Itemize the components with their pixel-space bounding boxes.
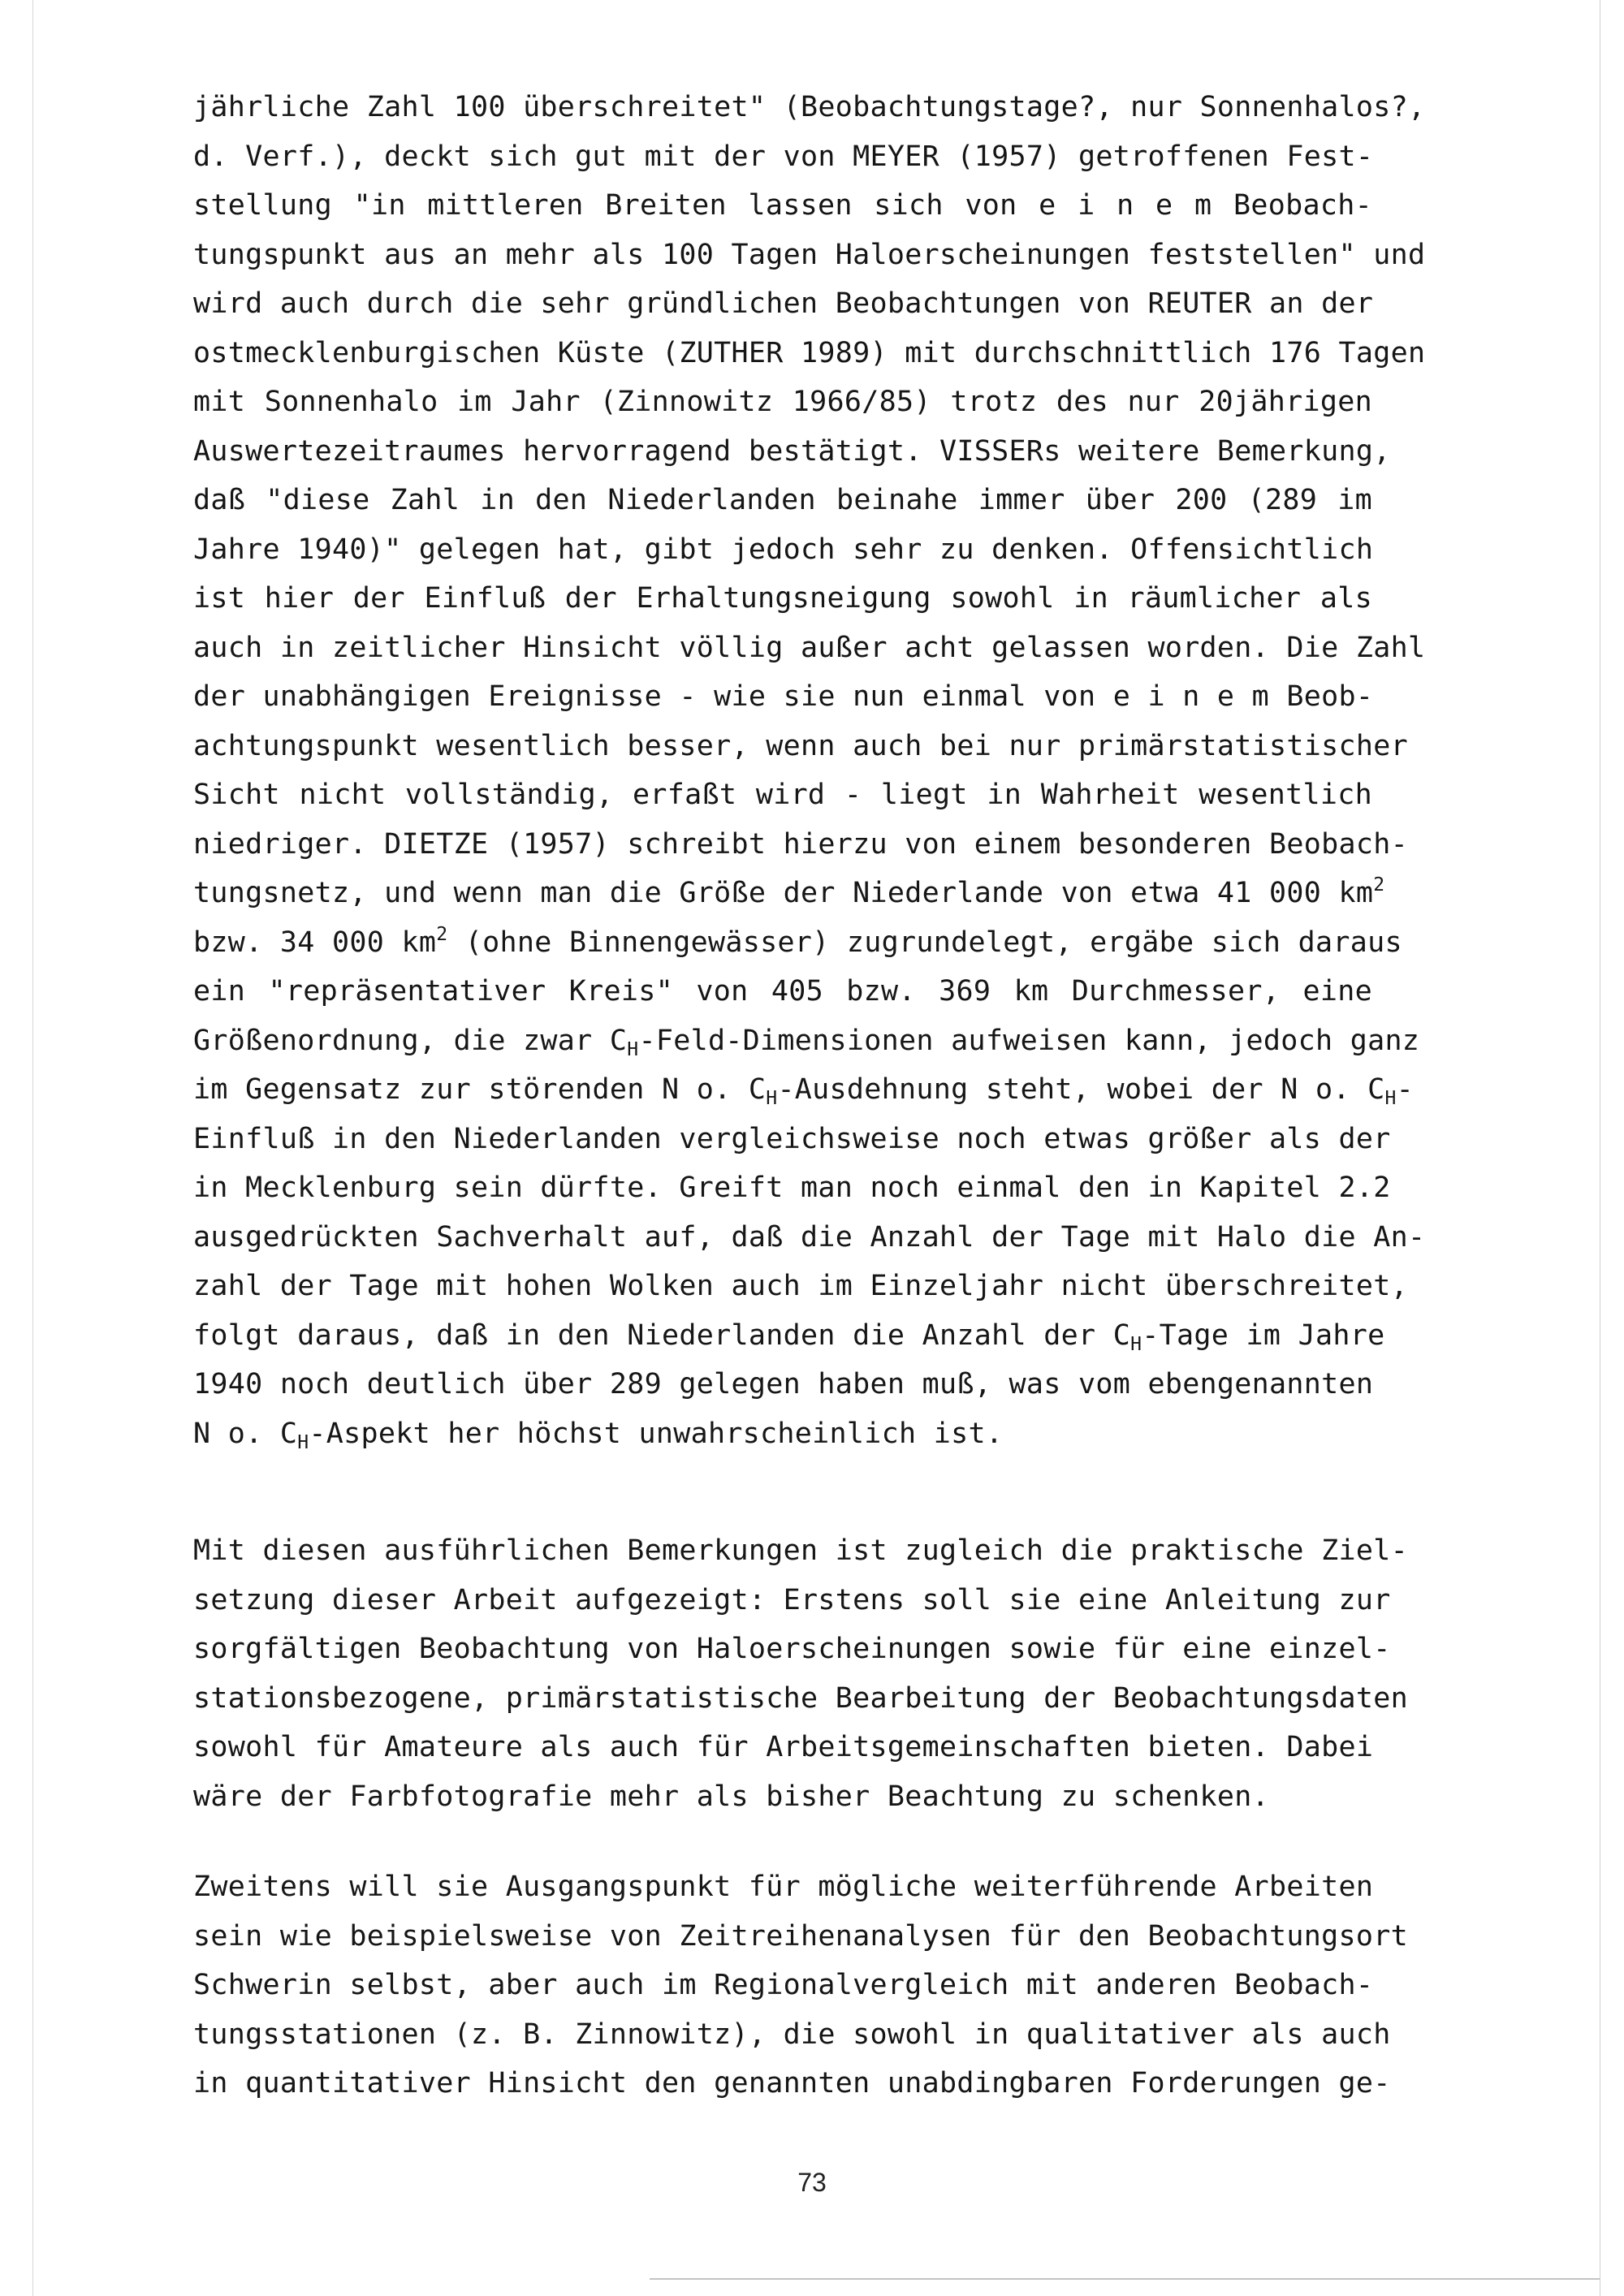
text-segment: ist hier der Einfluß der Erhaltungsneigung sowohl in räumlicher als <box>193 582 1372 615</box>
text-segment: in quantitativer Hinsicht den genannten unabdingbaren Forderungen ge- <box>193 2067 1391 2100</box>
text-line <box>193 820 1409 870</box>
paragraph-2 <box>193 1526 1409 1821</box>
text-segment: Zweitens will sie Ausgangspunkt für mögliche weiterführende Arbeiten <box>193 1871 1374 1903</box>
text-line <box>193 918 1402 968</box>
text-line <box>193 525 1372 575</box>
text-line <box>193 132 1372 182</box>
text-line <box>193 574 1372 624</box>
text-segment: Sicht nicht vollständig, erfaßt wird - liegt in Wahrheit wesentlich <box>193 779 1372 811</box>
text-segment: setzung dieser Arbeit aufgezeigt: Erstens soll sie eine Anleitung zur <box>193 1583 1391 1616</box>
text-segment: sowohl für Amateure als auch für Arbeitsgemeinschaften bieten. Dabei <box>193 1731 1374 1763</box>
scan-edge-left <box>32 0 33 2296</box>
text-line <box>193 1115 1391 1164</box>
text-segment: stationsbezogene, primärstatistische Bearbeitung der Beobachtungsdaten <box>193 1681 1409 1715</box>
text-line <box>193 1862 1372 1912</box>
text-segment: wird auch durch die sehr gründlichen Beobachtungen von REUTER an der <box>193 287 1374 320</box>
text-segment: Jahre 1940)" gelegen hat, gibt jedoch sehr zu denken. Offensichtlich <box>193 533 1374 566</box>
text-line <box>193 672 1372 722</box>
text-segment: d. Verf.), deckt sich gut mit der von MEYER (1957) getroffenen Fest- <box>193 140 1374 173</box>
text-segment: bzw. 34 000 km <box>193 926 437 959</box>
text-segment: Einfluß in den Niederlanden vergleichsweise noch etwas größer als der <box>193 1122 1391 1155</box>
text-segment: achtungspunkt wesentlich besser, wenn auch bei nur primärstatistischer <box>193 729 1409 762</box>
text-segment: tungspunkt aus an mehr als 100 Tagen Haloerscheinungen feststellen" und <box>193 238 1426 271</box>
text-segment: -Tage im Jahre <box>1142 1318 1385 1352</box>
text-segment: N o. C <box>193 1417 298 1450</box>
text-line <box>193 1262 1409 1311</box>
text-segment: 1940 noch deutlich über 289 gelegen haben muß, was vom ebengenannten <box>193 1368 1374 1400</box>
text-segment: niedriger. DIETZE (1957) schreibt hierzu von einem besonderen Beobach- <box>193 827 1409 861</box>
text-line <box>193 329 1426 378</box>
text-segment: Schwerin selbst, aber auch im Regionalvergleich mit anderen Beobach- <box>193 1969 1374 2001</box>
text-segment: stellung "in mittleren Breiten lassen sich von e i n e m Beobach- <box>193 189 1372 222</box>
text-segment: ausgedrückten Sachverhalt auf, daß die Anzahl der Tage mit Halo die An- <box>193 1220 1426 1254</box>
text-line <box>193 722 1409 771</box>
text-line <box>193 1409 1372 1459</box>
text-line <box>193 476 1372 525</box>
text-segment: sorgfältigen Beobachtung von Haloerscheinungen sowie für eine einzel- <box>193 1633 1391 1665</box>
text-line <box>193 1163 1391 1213</box>
text-segment: -Aspekt her höchst unwahrscheinlich ist. <box>309 1417 1004 1450</box>
text-line <box>193 869 1385 918</box>
paragraph-1 <box>193 83 1426 1458</box>
text-segment: jährliche Zahl 100 überschreitet" (Beobachtungstage?, nur Sonnenhalos?, <box>193 91 1426 123</box>
text-line <box>193 279 1372 329</box>
text-segment: in Mecklenburg sein dürfte. Greift man noch einmal den in Kapitel 2.2 <box>193 1172 1391 1204</box>
text-line <box>193 1772 1372 1822</box>
superscript: 2 <box>436 923 448 945</box>
text-line <box>193 1526 1409 1576</box>
text-segment: tungsstationen (z. B. Zinnowitz), die sowohl in qualitativer als auch <box>193 2018 1391 2051</box>
text-segment: zahl der Tage mit hohen Wolken auch im Einzeljahr nicht überschreitet, <box>193 1270 1409 1302</box>
text-line <box>193 1723 1372 1772</box>
text-line <box>193 1213 1426 1262</box>
paragraph-3 <box>193 1862 1409 2108</box>
text-line <box>193 2059 1391 2108</box>
text-line <box>193 378 1372 427</box>
text-segment: - <box>1396 1073 1414 1106</box>
text-segment: der unabhängigen Ereignisse - wie sie nun einmal von e i n e m Beob- <box>193 680 1374 713</box>
text-line <box>193 1961 1372 2010</box>
text-segment: Größenordnung, die zwar C <box>193 1024 628 1057</box>
text-segment: daß "diese Zahl in den Niederlanden beinahe immer über 200 (289 im <box>193 484 1372 516</box>
page-number: 73 <box>797 2168 827 2197</box>
text-segment: wäre der Farbfotografie mehr als bisher Beachtung zu schenken. <box>193 1780 1270 1813</box>
text-segment: -Feld-Dimensionen aufweisen kann, jedoch ganz <box>638 1024 1420 1057</box>
text-segment: tungsnetz, und wenn man die Größe der Niederlande von etwa 41 000 km <box>193 877 1374 909</box>
text-line <box>193 770 1372 820</box>
text-segment: Auswertezeitraumes hervorragend bestätigt. VISSERs weitere Bemerkung, <box>193 434 1391 468</box>
text-segment: ostmecklenburgischen Küste (ZUTHER 1989) mit durchschnittlich 176 Tagen <box>193 336 1426 369</box>
text-segment: im Gegensatz zur störenden N o. C <box>193 1073 767 1106</box>
text-segment: (ohne Binnengewässer) zugrundelegt, ergäbe sich daraus <box>447 926 1402 959</box>
subscript: H <box>1130 1333 1142 1355</box>
text-line <box>193 1576 1391 1625</box>
text-segment: ein "repräsentativer Kreis" von 405 bzw. 369 km Durchmesser, eine <box>193 975 1372 1008</box>
text-line <box>193 231 1426 280</box>
text-segment: folgt daraus, daß in den Niederlanden die Anzahl der C <box>193 1318 1131 1352</box>
text-segment: -Ausdehnung steht, wobei der N o. C <box>777 1073 1385 1106</box>
text-line <box>193 1311 1385 1361</box>
superscript: 2 <box>1373 874 1385 896</box>
text-line <box>193 427 1391 477</box>
text-line <box>193 83 1426 132</box>
text-segment: sein wie beispielsweise von Zeitreihenanalysen für den Beobachtungsort <box>193 1919 1409 1953</box>
text-line <box>193 1625 1391 1674</box>
text-line <box>193 1912 1409 1962</box>
subscript: H <box>297 1431 309 1453</box>
subscript: H <box>1384 1088 1397 1109</box>
text-line <box>193 967 1372 1016</box>
text-line <box>193 624 1426 673</box>
text-segment: Mit diesen ausführlichen Bemerkungen ist zugleich die praktische Ziel- <box>193 1534 1409 1567</box>
text-line <box>193 1016 1420 1066</box>
subscript: H <box>627 1038 639 1060</box>
text-line <box>193 181 1372 231</box>
subscript: H <box>766 1088 778 1109</box>
text-segment: auch in zeitlicher Hinsicht völlig außer acht gelassen worden. Die Zahl <box>193 631 1426 664</box>
scan-bottom-rule <box>650 2278 1600 2280</box>
text-line <box>193 1360 1372 1409</box>
text-line <box>193 1065 1414 1115</box>
text-line <box>193 2010 1391 2060</box>
text-segment: mit Sonnenhalo im Jahr (Zinnowitz 1966/85) trotz des nur 20jährigen <box>193 386 1372 418</box>
text-line <box>193 1674 1409 1724</box>
